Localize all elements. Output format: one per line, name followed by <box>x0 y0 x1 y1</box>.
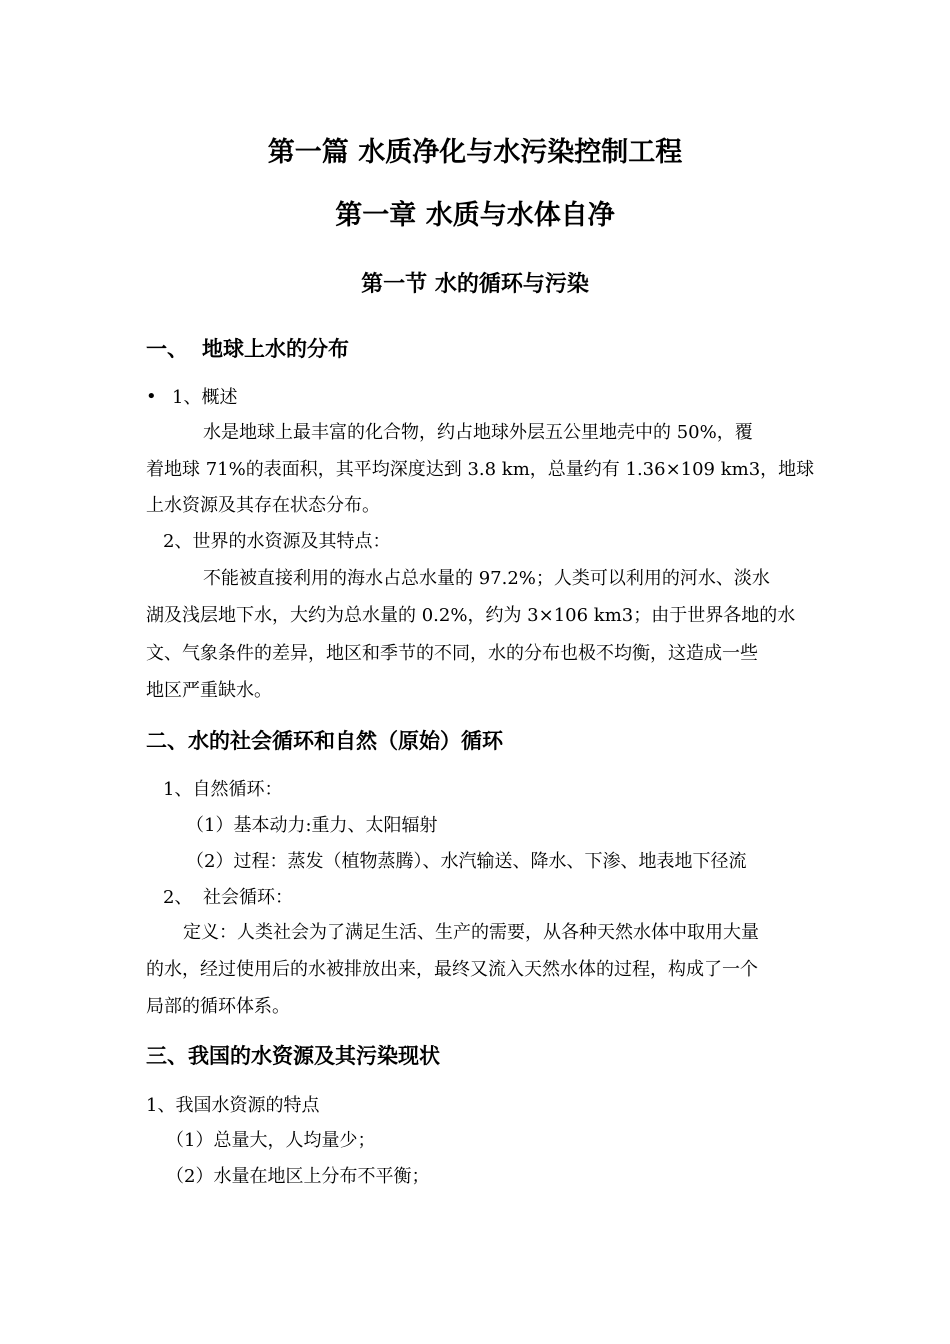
bullet-icon: • <box>146 386 157 407</box>
section3-heading: 三、我国的水资源及其污染现状 <box>146 1043 440 1068</box>
s1-p2-line1: 不能被直接利用的海水占总水量的 97.2%；人类可以利用的河水、淡水 <box>203 568 770 589</box>
section1-heading: 地球上水的分布 <box>202 336 349 361</box>
s2-sub1: （1）基本动力:重力、太阳辐射 <box>186 815 438 836</box>
s1-p1-line2: 着地球 71%的表面积，其平均深度达到 3.8 km，总量约有 1.36×109 km3，地球 <box>146 459 815 480</box>
s2-item1: 1、自然循环： <box>163 779 283 800</box>
s1-item1: 1、概述 <box>172 387 238 408</box>
s3-item1: 1、我国水资源的特点 <box>146 1095 320 1116</box>
s1-p1-line1: 水是地球上最丰富的化合物，约占地球外层五公里地壳中的 50%，覆 <box>203 422 753 443</box>
part-title: 第一篇 水质净化与水污染控制工程 <box>267 137 683 168</box>
section2-heading: 二、水的社会循环和自然（原始）循环 <box>146 728 503 753</box>
s2-sub2: （2）过程：蒸发（植物蒸腾）、水汽输送、降水、下渗、地表地下径流 <box>186 851 747 872</box>
s2-p-line3: 局部的循环体系。 <box>146 996 290 1017</box>
section-title: 第一节 水的循环与污染 <box>361 271 589 297</box>
s1-p2-line4: 地区严重缺水。 <box>146 680 272 701</box>
s1-p1-line3: 上水资源及其存在状态分布。 <box>146 495 380 516</box>
s1-p2-line3: 文、气象条件的差异，地区和季节的不同，水的分布也极不均衡，这造成一些 <box>146 643 758 664</box>
section1-heading-number: 一、 <box>146 336 188 361</box>
s2-p-line2: 的水，经过使用后的水被排放出来，最终又流入天然水体的过程，构成了一个 <box>146 959 758 980</box>
s2-item2: 社会循环： <box>203 887 293 908</box>
chapter-title: 第一章 水质与水体自净 <box>335 200 615 231</box>
s2-p-line1: 定义：人类社会为了满足生活、生产的需要，从各种天然水体中取用大量 <box>183 922 759 943</box>
s3-sub2: （2）水量在地区上分布不平衡； <box>166 1166 430 1187</box>
s1-item2: 2、世界的水资源及其特点： <box>163 531 391 552</box>
s2-item2-number: 2、 <box>163 887 193 908</box>
s3-sub1: （1）总量大，人均量少； <box>166 1130 376 1151</box>
s1-p2-line2: 湖及浅层地下水，大约为总水量的 0.2%，约为 3×106 km3；由于世界各地的水 <box>146 605 796 626</box>
